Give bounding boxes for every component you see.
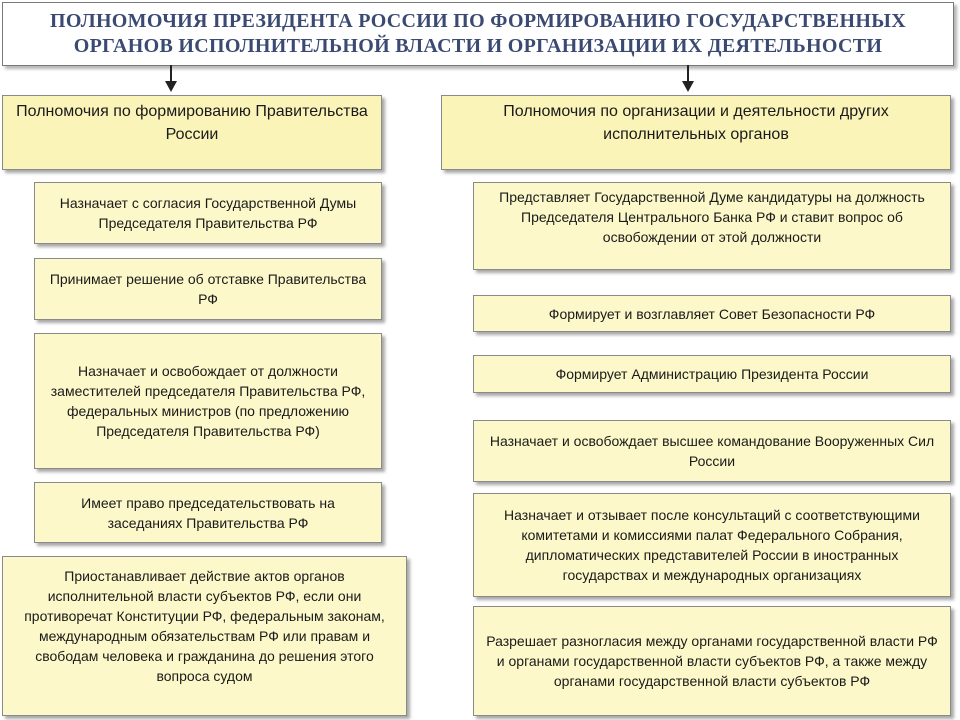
diagram-title: ПОЛНОМОЧИЯ ПРЕЗИДЕНТА РОССИИ ПО ФОРМИРОВАНИЮ ГОСУДАРСТВЕННЫХ ОРГАНОВ ИСПОЛНИТЕЛЬНОЙ ВЛАСТИ И ОРГАНИЗАЦИИ ИХ ДЕЯТЕЛЬНОСТИ	[2, 2, 954, 66]
left-item-3: Назначает и освобождает от должности заместителей председателя Правительства РФ, федеральных министров (по предложению Председателя Правительства РФ)	[34, 333, 382, 469]
right-item-2: Формирует и возглавляет Совет Безопасности РФ	[473, 295, 951, 332]
right-item-4: Назначает и освобождает высшее командование Вооруженных Сил России	[473, 420, 951, 482]
right-header: Полномочия по организации и деятельности других исполнительных органов	[441, 95, 951, 170]
left-item-5: Приостанавливает действие актов органов исполнительной власти субъектов РФ, если они противоречат Конституции РФ, федеральным законам, международным обязательствам РФ или правам и свободам человека и гражданина до решения этого вопроса судом	[2, 556, 407, 716]
left-arrow-line	[170, 65, 172, 82]
right-item-6: Разрешает разногласия между органами государственной власти РФ и органами государственной власти субъектов РФ, а также между органами государственной власти субъектов РФ	[473, 606, 951, 716]
left-header: Полномочия по формированию Правительства России	[2, 95, 382, 170]
right-item-3: Формирует Администрацию Президента России	[473, 355, 951, 393]
right-item-1: Представляет Государственной Думе кандидатуры на должность Председателя Центрального Банка РФ и ставит вопрос об освобождении от этой должности	[473, 182, 951, 270]
right-item-5: Назначает и отзывает после консультаций с соответствующими комитетами и комиссиями палат Федерального Собрания, дипломатических представителей России в иностранных государствах и международных организациях	[473, 493, 951, 597]
left-item-2: Принимает решение об отставке Правительства РФ	[34, 258, 382, 320]
left-item-4: Имеет право председательствовать на заседаниях Правительства РФ	[34, 482, 382, 543]
left-item-1: Назначает с согласия Государственной Думы Председателя Правительства РФ	[34, 182, 382, 244]
right-arrow-line	[687, 65, 689, 82]
left-arrow-head	[165, 81, 177, 92]
right-arrow-head	[682, 81, 694, 92]
